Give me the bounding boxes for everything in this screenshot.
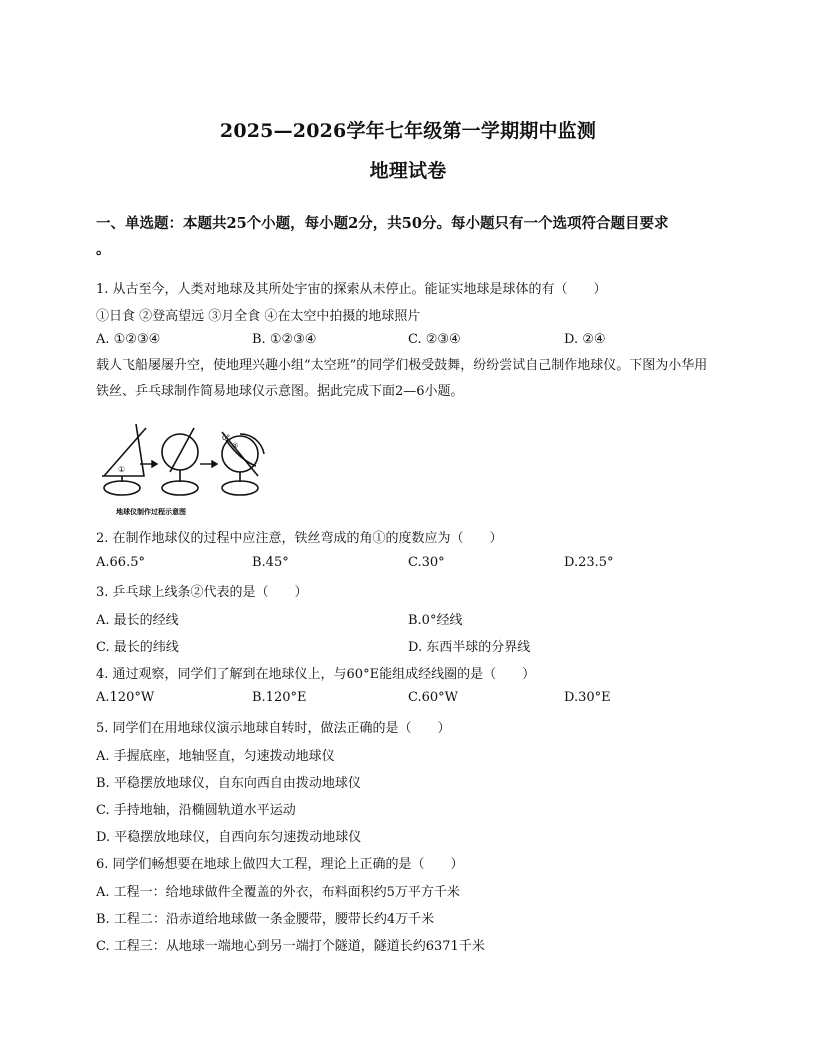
option-a[interactable]: A.66.5° — [96, 555, 145, 570]
option-a[interactable]: A.120°W — [96, 690, 155, 705]
option-c[interactable]: C. ②③④ — [408, 332, 461, 347]
option-c[interactable]: C. 工程三：从地球一端地心到另一端打个隧道，隧道长约6371千米 — [96, 939, 485, 954]
question-4-stem: 4. 通过观察，同学们了解到在地球仪上，与60°E能组成经线圈的是（ ） — [96, 667, 536, 682]
option-a[interactable]: A. ①②③④ — [96, 332, 161, 347]
option-b[interactable]: B.0°经线 — [408, 613, 463, 628]
option-d[interactable]: D. ②④ — [564, 332, 606, 347]
option-c[interactable]: C.60°W — [408, 690, 459, 705]
question-3-options-row1 — [96, 609, 736, 629]
option-c[interactable]: C. 最长的纬线 — [96, 640, 179, 655]
question-1-statements: ①日食 ②登高望远 ③月全食 ④在太空中拍摄的地球照片 — [96, 309, 421, 324]
step-2-ball — [162, 428, 198, 495]
option-d[interactable]: D. 东西半球的分界线 — [408, 640, 531, 655]
option-d[interactable]: D.30°E — [564, 690, 611, 705]
label-line-2: ② — [232, 442, 239, 450]
step-1-wire — [102, 424, 146, 495]
arrow-icon — [200, 461, 217, 467]
option-a[interactable]: A. 工程一：给地球做件全覆盖的外衣，布料面积约5万平方千米 — [96, 885, 460, 900]
question-5-stem: 5. 同学们在用地球仪演示地球自转时，做法正确的是（ ） — [96, 721, 451, 736]
question-3-stem: 3. 乒乓球上线条②代表的是（ ） — [96, 585, 308, 600]
option-b[interactable]: B. 平稳摆放地球仪，自东向西自由拨动地球仪 — [96, 776, 361, 791]
question-2-stem: 2. 在制作地球仪的过程中应注意，铁丝弯成的角①的度数应为（ ） — [96, 531, 503, 546]
option-b[interactable]: B.120°E — [252, 690, 307, 705]
question-3-options-row2 — [96, 636, 736, 656]
option-b[interactable]: B. ①②③④ — [252, 332, 317, 347]
option-b[interactable]: B.45° — [252, 555, 289, 570]
option-d[interactable]: D.23.5° — [564, 555, 614, 570]
option-b[interactable]: B. 工程二：沿赤道给地球做一条金腰带，腰带长约4万千米 — [96, 912, 435, 927]
option-d[interactable]: D. 平稳摆放地球仪，自西向东匀速拨动地球仪 — [96, 830, 362, 845]
section-heading: 一、单选题：本题共25个小题，每小题2分，共50分。每小题只有一个选项符合题目要求 — [96, 215, 669, 232]
option-c[interactable]: C.30° — [408, 555, 445, 570]
question-1-options — [96, 332, 736, 352]
option-c[interactable]: C. 手持地轴，沿椭圆轨道水平运动 — [96, 803, 296, 818]
label-zero-degree: 0° — [222, 434, 230, 442]
option-a[interactable]: A. 最长的经线 — [96, 613, 179, 628]
question-4-options — [96, 690, 736, 710]
exam-title: 2025—2026学年七年级第一学期期中监测 — [219, 120, 597, 142]
exam-subject: 地理试卷 — [369, 160, 447, 182]
globe-making-figure — [96, 424, 276, 518]
figure-caption: 地球仪制作过程示意图 — [116, 508, 186, 516]
question-2-options — [96, 555, 736, 575]
section-heading-tail: 。 — [96, 241, 111, 258]
question-6-stem: 6. 同学们畅想要在地球上做四大工程，理论上正确的是（ ） — [96, 857, 464, 872]
label-angle-1: ① — [118, 465, 126, 474]
option-a[interactable]: A. 手握底座，地轴竖直，匀速拨动地球仪 — [96, 749, 335, 764]
question-1-stem: 1. 从古至今，人类对地球及其所处宇宙的探索从未停止。能证实地球是球体的有（ ） — [96, 282, 607, 297]
material-text: 载人飞船屡屡升空，使地理兴趣小组“太空班”的同学们极受鼓舞，纷纷尝试自己制作地球仪。下图为小华用铁丝、乒乓球制作简易地球仪示意图。据此完成下面2—6小题。 — [96, 358, 708, 399]
